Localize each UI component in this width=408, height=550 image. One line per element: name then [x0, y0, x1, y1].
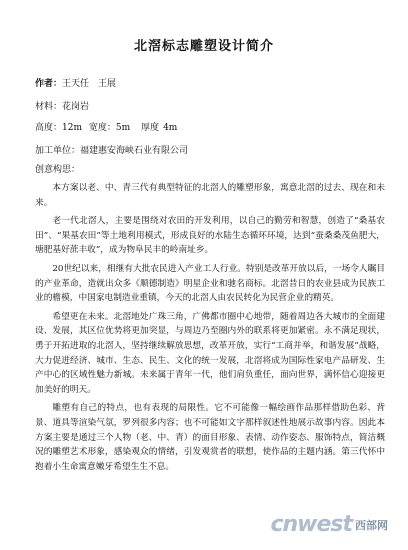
paragraph: 本方案以老、中、青三代有典型特征的北滘人的雕塑形象，寓意北滘的过去、现在和未来。: [35, 183, 385, 208]
height-value: 12m: [62, 123, 83, 133]
paragraph: 希望更在未来。北滘地处广珠三角，广佛都市圈中心地带，随着周边各大城市的全面建设、发展，其区位优势将更加突显，与周边乃至圈内外的联系将更加紧密。永不满足现状，勇于开拓进取的北滘人，坚持继续解放思想，改革开放，实行“工商并举，和谐发展”战略，大力促进经济、城市、生态、民生、文化的统一发展，北滘将成为国际性家电产品研发、生产中心的区域性魅力新城。未来属于青年一代，他们肩负重任，面向世界，满怀信心迎接更加美好的明天。: [35, 311, 385, 395]
maker-label: 加工单位：: [35, 146, 81, 156]
height-label: 高度：: [35, 123, 63, 133]
body-text: [35, 181, 385, 474]
site-watermark: [270, 512, 388, 537]
material-label: 材料：: [35, 102, 63, 112]
dimensions-line: [35, 120, 177, 133]
concept-heading: [35, 162, 80, 175]
thickness-value: 4m: [163, 123, 178, 133]
maker-value: 福建惠安海峡石业有限公司: [80, 146, 189, 156]
paragraph: 20世纪以来，相继有大批农民进入产业工人行业。特别是改革开放以后，一场令人瞩目的产业革命，造就出众多《顺德制造》明星企业和驰名商标。北滘昔日的农业县成为民族工业的檐模，中国家电制造业重镇，今天的北滘人由农民转化为民营企业的精英。: [35, 263, 385, 304]
author-value: 王天任 王展: [62, 79, 117, 89]
watermark-logo: cnwest: [270, 512, 352, 537]
thickness-label: 厚度: [141, 123, 160, 133]
document-title: 北滘标志雕塑设计简介: [133, 39, 274, 54]
watermark-site-name: 西部网: [355, 518, 388, 532]
author-label: 作者：: [35, 79, 63, 89]
paragraph: 雕塑有自己的特点，也有表现的局限性。它不可能像一幅绘画作品那样借助色彩、背景、道具等渲染气氛，罗列很多内容；也不可能如文字那样叙述性地展示故事内容。因此本方案主要是通过三个人物（老、中、青）的面目形象、表情、动作姿态、服饰特点，简洁概况的雕塑艺术形象，感染观众的情绪，引发观赏者的联想，使作品的主题内涵。第三代怀中抱着小生命寓意嫩牙希望生生不息。: [35, 403, 385, 472]
width-label: 宽度：: [88, 123, 116, 133]
material-line: [35, 99, 89, 112]
paragraph: 老一代北滘人，主要是围绕对农田的开发利用，以自己的勤劳和智慧，创造了“桑基农田”、“果基农田”等土地利用模式，形成良好的水陆生态循环环境，达到“蚕桑桑茂鱼肥大，塘肥基好蔗丰收”，成为物阜民丰的岭南址乡。: [35, 216, 385, 256]
author-line: [35, 76, 116, 89]
maker-line: [35, 143, 188, 156]
width-value: 5m: [115, 123, 131, 133]
concept-label: 创意构思：: [35, 165, 81, 175]
material-value: 花岗岩: [62, 102, 90, 112]
